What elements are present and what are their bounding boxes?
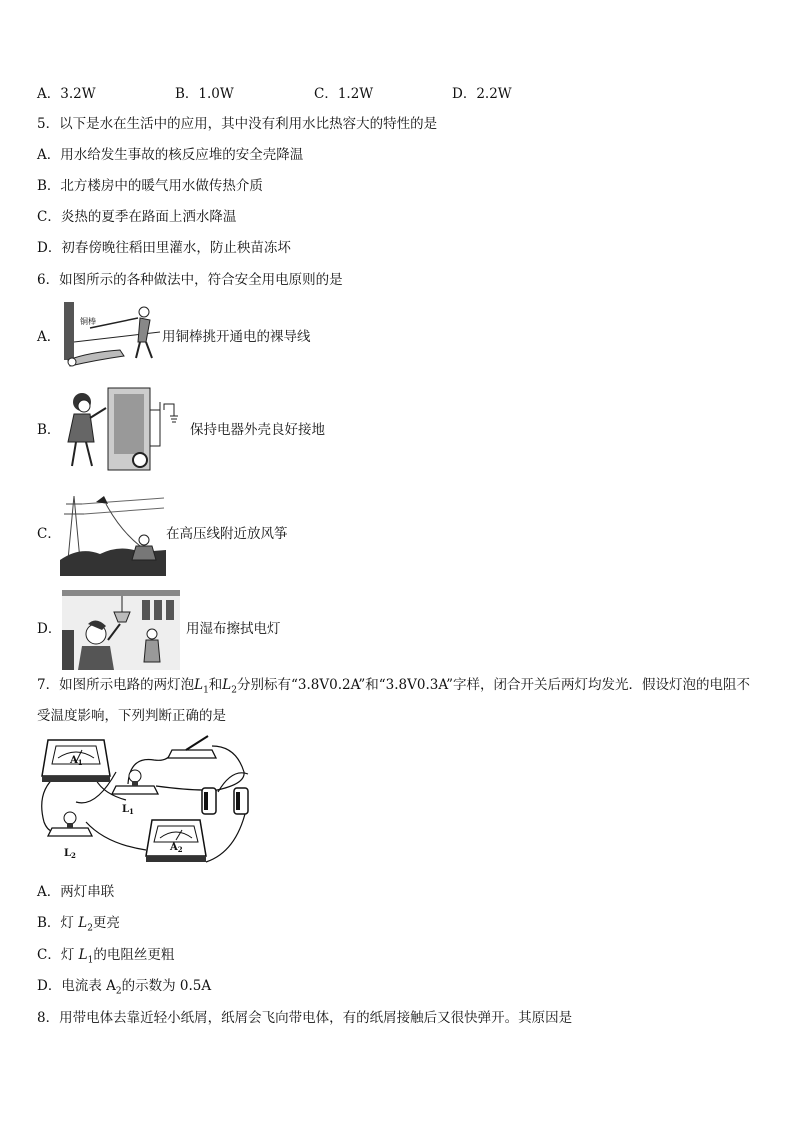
q7-circuit-diagram	[36, 732, 268, 868]
q6-option-a-caption: 用铜棒挑开通电的裸导线	[162, 329, 311, 345]
q7-option-a: A．两灯串联	[37, 884, 115, 900]
q6-b-illustration	[60, 386, 190, 472]
q4-option-b: B．1.0W	[175, 86, 234, 102]
q7-and: 和	[208, 677, 223, 693]
q6-option-a-letter: A．	[37, 329, 61, 345]
q8-stem: 8．用带电体去靠近轻小纸屑，纸屑会飞向带电体，有的纸屑接触后又很快弹开。其原因是	[37, 1010, 573, 1026]
q7-stem-line1	[37, 676, 750, 700]
ammeter-a1-label: $A_1$	[70, 755, 83, 767]
q6-option-b-letter: B．	[37, 422, 61, 438]
q7-option-c: C．灯 $L_1$的电阻丝更粗	[37, 947, 175, 966]
q5-option-b: B．北方楼房中的暖气用水做传热介质	[37, 178, 263, 194]
q7-l2-sub: 2	[231, 685, 237, 696]
q5-stem: 5．以下是水在生活中的应用，其中没有利用水比热容大的特性的是	[37, 116, 438, 132]
bulb-l2-label: $L_2$	[64, 848, 76, 860]
ammeter-a2-label: $A_2$	[170, 842, 183, 854]
q7-stem-prefix: 7．如图所示电路的两灯泡	[37, 677, 195, 693]
copper-rod-label: 铜棒	[80, 317, 96, 326]
q7-l2-var: L	[222, 677, 232, 693]
q5-option-d: D．初春傍晚往稻田里灌水，防止秧苗冻坏	[37, 240, 291, 256]
q6-option-d-caption: 用湿布擦拭电灯	[186, 621, 281, 637]
q7-stem-line2: 受温度影响，下列判断正确的是	[37, 708, 226, 724]
q6-option-d-letter: D．	[37, 621, 62, 637]
q6-stem: 6．如图所示的各种做法中，符合安全用电原则的是	[37, 272, 343, 288]
q5-option-c: C．炎热的夏季在路面上洒水降温	[37, 209, 237, 225]
q7-l1-sub: 1	[203, 685, 209, 696]
q7-option-d: D．电流表 $A_2$的示数为 0.5A	[37, 978, 212, 997]
q6-a-illustration	[60, 302, 162, 370]
q6-option-c-caption: 在高压线附近放风筝	[166, 526, 288, 542]
q6-d-illustration	[62, 590, 180, 670]
q6-option-b-caption: 保持电器外壳良好接地	[190, 422, 325, 438]
q4-option-a: A．3.2W	[37, 86, 96, 102]
q5-option-a: A．用水给发生事故的核反应堆的安全壳降温	[37, 147, 304, 163]
bulb-l1-label: $L_1$	[122, 804, 134, 816]
q4-options	[37, 82, 597, 100]
q7-l1-var: L	[194, 677, 204, 693]
q6-option-c-letter: C．	[37, 526, 61, 542]
q7-stem-mid: 分别标有“3.8V0.2A”和“3.8V0.3A”字样，闭合开关后两灯均发光．假设灯泡的电阻不	[237, 677, 751, 693]
q4-option-c: C．1.2W	[314, 86, 374, 102]
q4-option-d: D．2.2W	[452, 86, 512, 102]
q7-option-b: B．灯 $L_2$更亮	[37, 915, 120, 934]
q6-c-illustration	[60, 490, 166, 576]
